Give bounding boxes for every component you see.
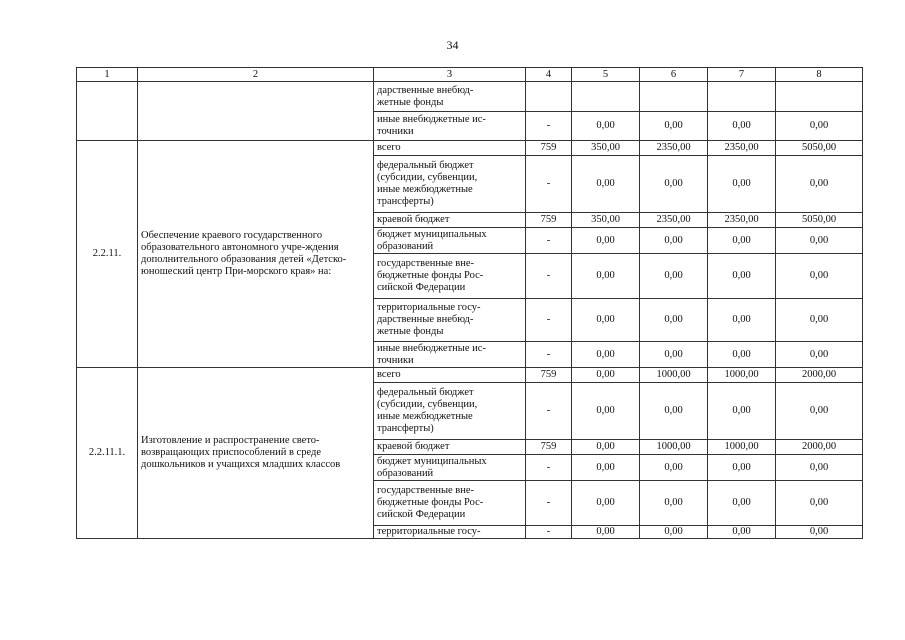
budget-code: -	[526, 299, 572, 342]
item-number: 2.2.11.	[77, 141, 138, 368]
value-col-5: 350,00	[572, 141, 640, 156]
value-col-7: 2350,00	[708, 141, 776, 156]
funding-source: всего	[374, 368, 526, 383]
value-col-5	[572, 82, 640, 112]
value-col-6: 0,00	[640, 228, 708, 254]
value-col-8: 0,00	[776, 342, 863, 368]
value-col-7: 1000,00	[708, 368, 776, 383]
value-col-6: 0,00	[640, 342, 708, 368]
value-col-8: 0,00	[776, 299, 863, 342]
value-col-5: 0,00	[572, 455, 640, 481]
value-col-7: 1000,00	[708, 440, 776, 455]
column-header: 3	[374, 68, 526, 82]
item-name: Изготовление и распространение свето-возвращающих приспособлений в среде дошкольников и учащихся младших классов	[138, 368, 374, 539]
value-col-6: 2350,00	[640, 213, 708, 228]
value-col-5: 0,00	[572, 228, 640, 254]
value-col-5: 0,00	[572, 526, 640, 539]
column-header: 7	[708, 68, 776, 82]
value-col-7: 0,00	[708, 254, 776, 299]
value-col-8: 0,00	[776, 112, 863, 141]
value-col-8: 0,00	[776, 481, 863, 526]
funding-source: территориальные госу-	[374, 526, 526, 539]
value-col-5: 0,00	[572, 481, 640, 526]
item-name	[138, 82, 374, 141]
budget-code: -	[526, 112, 572, 141]
value-col-7: 0,00	[708, 526, 776, 539]
funding-source: иные внебюджетные ис- точники	[374, 112, 526, 141]
funding-source: всего	[374, 141, 526, 156]
table-row	[77, 82, 863, 112]
value-col-7: 0,00	[708, 481, 776, 526]
column-header: 5	[572, 68, 640, 82]
value-col-7: 0,00	[708, 112, 776, 141]
funding-source: краевой бюджет	[374, 440, 526, 455]
budget-code: -	[526, 228, 572, 254]
value-col-5: 0,00	[572, 299, 640, 342]
value-col-5: 0,00	[572, 368, 640, 383]
value-col-6: 1000,00	[640, 368, 708, 383]
value-col-7: 0,00	[708, 299, 776, 342]
column-header: 1	[77, 68, 138, 82]
table-row	[77, 368, 863, 383]
value-col-6	[640, 82, 708, 112]
table-body	[77, 82, 863, 539]
item-number	[77, 82, 138, 141]
budget-code: 759	[526, 368, 572, 383]
value-col-8: 0,00	[776, 455, 863, 481]
value-col-7: 0,00	[708, 228, 776, 254]
funding-source: государственные вне- бюджетные фонды Рос- сийской Федерации	[374, 254, 526, 299]
value-col-6: 0,00	[640, 455, 708, 481]
budget-code: -	[526, 383, 572, 440]
value-col-5: 0,00	[572, 254, 640, 299]
value-col-8: 5050,00	[776, 213, 863, 228]
funding-source: иные внебюджетные ис- точники	[374, 342, 526, 368]
budget-code: -	[526, 254, 572, 299]
value-col-7: 0,00	[708, 156, 776, 213]
column-header: 2	[138, 68, 374, 82]
funding-source: дарственные внебюд- жетные фонды	[374, 82, 526, 112]
funding-source: бюджет муниципальных образований	[374, 228, 526, 254]
value-col-6: 0,00	[640, 526, 708, 539]
value-col-6: 1000,00	[640, 440, 708, 455]
value-col-5: 0,00	[572, 342, 640, 368]
budget-code: -	[526, 526, 572, 539]
value-col-5: 0,00	[572, 383, 640, 440]
value-col-8: 5050,00	[776, 141, 863, 156]
budget-code: 759	[526, 440, 572, 455]
value-col-8: 0,00	[776, 156, 863, 213]
item-name: Обеспечение краевого государственного образовательного автономного учре-ждения дополнительного образования детей «Детско-юношеский центр При-морского края» на:	[138, 141, 374, 368]
funding-source: бюджет муниципальных образований	[374, 455, 526, 481]
budget-code: -	[526, 156, 572, 213]
budget-code: -	[526, 455, 572, 481]
value-col-8: 0,00	[776, 228, 863, 254]
funding-source: федеральный бюджет (субсидии, субвенции, иные межбюджетные трансферты)	[374, 156, 526, 213]
budget-code: -	[526, 342, 572, 368]
value-col-7: 2350,00	[708, 213, 776, 228]
column-number-row	[77, 68, 863, 82]
value-col-6: 0,00	[640, 299, 708, 342]
value-col-7: 0,00	[708, 342, 776, 368]
budget-code: 759	[526, 213, 572, 228]
value-col-6: 2350,00	[640, 141, 708, 156]
value-col-8: 0,00	[776, 254, 863, 299]
value-col-8: 0,00	[776, 526, 863, 539]
budget-code: -	[526, 481, 572, 526]
funding-source: территориальные госу- дарственные внебюд- жетные фонды	[374, 299, 526, 342]
value-col-7	[708, 82, 776, 112]
value-col-5: 350,00	[572, 213, 640, 228]
value-col-6: 0,00	[640, 383, 708, 440]
value-col-6: 0,00	[640, 481, 708, 526]
column-header: 4	[526, 68, 572, 82]
funding-source: краевой бюджет	[374, 213, 526, 228]
column-header: 8	[776, 68, 863, 82]
budget-code: 759	[526, 141, 572, 156]
value-col-7: 0,00	[708, 383, 776, 440]
value-col-6: 0,00	[640, 254, 708, 299]
value-col-8	[776, 82, 863, 112]
funding-source: федеральный бюджет (субсидии, субвенции, иные межбюджетные трансферты)	[374, 383, 526, 440]
column-header: 6	[640, 68, 708, 82]
value-col-5: 0,00	[572, 440, 640, 455]
budget-code	[526, 82, 572, 112]
funding-source: государственные вне- бюджетные фонды Рос- сийской Федерации	[374, 481, 526, 526]
value-col-6: 0,00	[640, 112, 708, 141]
value-col-5: 0,00	[572, 112, 640, 141]
value-col-6: 0,00	[640, 156, 708, 213]
item-number: 2.2.11.1.	[77, 368, 138, 539]
value-col-8: 2000,00	[776, 368, 863, 383]
budget-table	[76, 67, 863, 539]
value-col-8: 2000,00	[776, 440, 863, 455]
page-number: 34	[446, 38, 459, 52]
table-row	[77, 141, 863, 156]
value-col-8: 0,00	[776, 383, 863, 440]
value-col-5: 0,00	[572, 156, 640, 213]
value-col-7: 0,00	[708, 455, 776, 481]
